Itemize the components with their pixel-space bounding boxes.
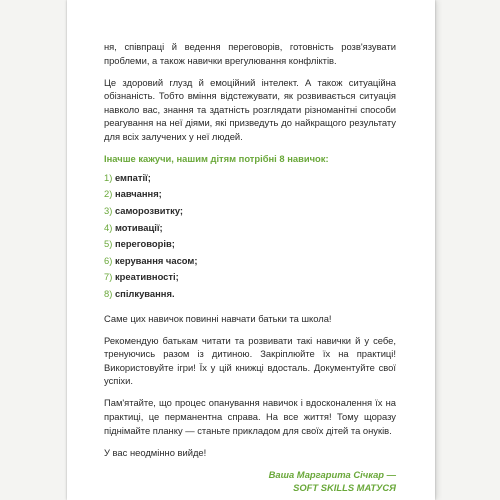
list-label: переговорів; <box>114 238 175 250</box>
list-number: 7) <box>104 271 113 283</box>
list-item <box>104 170 396 187</box>
list-number: 4) <box>104 221 113 233</box>
list-label: мотивації; <box>114 221 163 233</box>
list-item <box>104 186 396 203</box>
list-label: навчання; <box>114 188 162 200</box>
list-label: саморозвитку; <box>114 204 184 216</box>
list-label: керування часом; <box>114 254 198 266</box>
paragraph-1: ня, співпраці й ведення переговорів, готовність розв'язувати проблеми, а також навички врегулювання конфліктів. <box>104 41 396 66</box>
list-number: 2) <box>104 188 113 200</box>
list-item <box>104 253 396 270</box>
signature <box>104 468 396 495</box>
list-number: 8) <box>104 287 113 299</box>
paragraph-4: Рекомендую батькам читати та розвивати такі навички й у себе, тренуючись разом із дитиною. Закріплюйте їх на практиці! Використовуйте ігри! Їх у цій книжці вдосталь. Документуйте свої успіхи. <box>104 334 396 387</box>
signature-line-1: Ваша Маргарита Січкар — <box>268 468 396 480</box>
paragraph-2: Це здоровий глузд й емоційний інтелект. А також ситуаційна обізнаність. Тобто вміння відстежувати, як розвивається ситуація навколо вас, знання та здатність розглядати різноманітні способи реагування на неї діями, які призведуть до найкращого результату для всіх залучених у неї людей. <box>104 76 396 143</box>
list-item <box>104 236 396 253</box>
skills-list <box>104 170 396 303</box>
list-number: 6) <box>104 254 113 266</box>
paragraph-6: У вас неодмінно вийде! <box>104 446 207 458</box>
paragraph-5: Пам'ятайте, що процес опанування навичок і вдосконалення їх на практиці, це перманентна справа. На все життя! Тому щоразу піднімайте планку — станьте прикладом для своїх дітей та онуків. <box>104 397 396 436</box>
list-number: 5) <box>104 238 113 250</box>
list-label: креативності; <box>114 271 179 283</box>
list-label: емпатії; <box>114 171 151 183</box>
skills-heading: Іначше кажучи, нашим дітям потрібні 8 навичок: <box>104 153 329 165</box>
page-text <box>104 40 396 495</box>
list-item <box>104 203 396 220</box>
list-number: 3) <box>104 204 113 216</box>
paragraph-3: Саме цих навичок повинні навчати батьки та школа! <box>104 312 332 324</box>
list-number: 1) <box>104 171 113 183</box>
list-item <box>104 286 396 303</box>
list-item <box>104 269 396 286</box>
list-label: спілкування. <box>114 287 175 299</box>
list-item <box>104 220 396 237</box>
signature-line-2: SOFT SKILLS МАТУСЯ <box>293 482 396 494</box>
